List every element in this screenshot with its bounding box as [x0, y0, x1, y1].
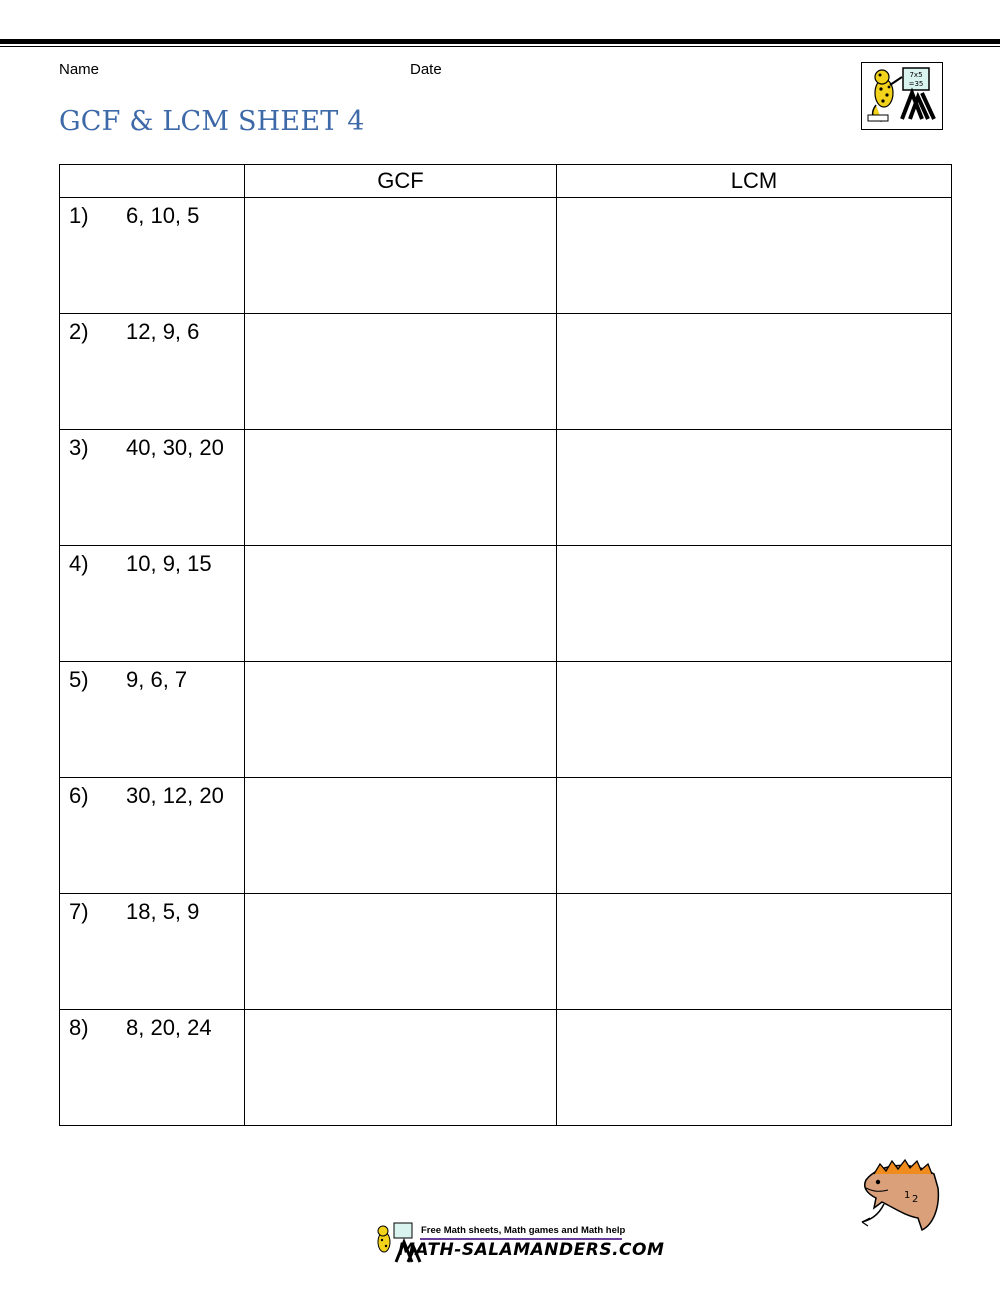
problem-number: 8) [69, 1015, 89, 1040]
lcm-answer-cell[interactable] [557, 430, 952, 546]
problem-number: 4) [69, 551, 89, 576]
board-line2: =35 [908, 80, 924, 88]
lcm-answer-cell[interactable] [557, 314, 952, 430]
problems-table [59, 164, 952, 1126]
gcf-answer-cell[interactable] [245, 894, 557, 1010]
table-row [60, 894, 952, 1010]
gcf-answer-cell[interactable] [245, 198, 557, 314]
footer-site-name: MATH-SALAMANDERS.COM [398, 1240, 665, 1260]
problem-cell [60, 314, 245, 430]
column-header-problem [60, 165, 245, 198]
table-row [60, 198, 952, 314]
problem-cell [60, 894, 245, 1010]
top-rule-thin [0, 46, 1000, 47]
svg-text:1: 1 [904, 1190, 911, 1201]
problem-values: 30, 12, 20 [126, 783, 224, 808]
table-header-row [60, 165, 952, 198]
problem-number: 5) [69, 667, 89, 692]
top-rule [0, 39, 1000, 44]
problem-cell [60, 778, 245, 894]
gcf-answer-cell[interactable] [245, 778, 557, 894]
problem-number: 6) [69, 783, 89, 808]
problem-cell [60, 430, 245, 546]
lizard-icon [860, 1158, 942, 1234]
problem-values: 40, 30, 20 [126, 435, 224, 460]
salamander-teacher-icon [862, 63, 942, 129]
problem-cell [60, 198, 245, 314]
problem-values: 9, 6, 7 [126, 667, 188, 692]
column-header-gcf: GCF [245, 165, 557, 198]
problem-values: 8, 20, 24 [126, 1015, 212, 1040]
lcm-answer-cell[interactable] [557, 778, 952, 894]
table-row [60, 1010, 952, 1126]
lcm-answer-cell[interactable] [557, 546, 952, 662]
page-title: GCF & LCM SHEET 4 [59, 106, 365, 137]
problem-number: 3) [69, 435, 89, 460]
column-header-lcm: LCM [557, 165, 952, 198]
problem-values: 18, 5, 9 [126, 899, 200, 924]
board-line1: 7x5 [909, 71, 923, 79]
table-row [60, 662, 952, 778]
lcm-answer-cell[interactable] [557, 198, 952, 314]
salamander-logo [861, 62, 943, 130]
footer-tagline: Free Math sheets, Math games and Math help [421, 1225, 626, 1236]
lcm-answer-cell[interactable] [557, 894, 952, 1010]
lcm-answer-cell[interactable] [557, 662, 952, 778]
problem-cell [60, 546, 245, 662]
table-row [60, 314, 952, 430]
problem-cell [60, 662, 245, 778]
table-row [60, 546, 952, 662]
lcm-answer-cell[interactable] [557, 1010, 952, 1126]
problem-values: 6, 10, 5 [126, 203, 200, 228]
problem-number: 2) [69, 319, 89, 344]
gcf-answer-cell[interactable] [245, 314, 557, 430]
gcf-answer-cell[interactable] [245, 662, 557, 778]
problem-values: 12, 9, 6 [126, 319, 200, 344]
table-row [60, 778, 952, 894]
name-label: Name [59, 61, 100, 78]
problem-number: 1) [69, 203, 89, 228]
date-label: Date [410, 61, 442, 78]
gcf-answer-cell[interactable] [245, 1010, 557, 1126]
gcf-answer-cell[interactable] [245, 546, 557, 662]
problem-cell [60, 1010, 245, 1126]
problem-values: 10, 9, 15 [126, 551, 212, 576]
gcf-answer-cell[interactable] [245, 430, 557, 546]
problem-number: 7) [69, 899, 89, 924]
svg-text:2: 2 [912, 1194, 919, 1205]
table-row [60, 430, 952, 546]
